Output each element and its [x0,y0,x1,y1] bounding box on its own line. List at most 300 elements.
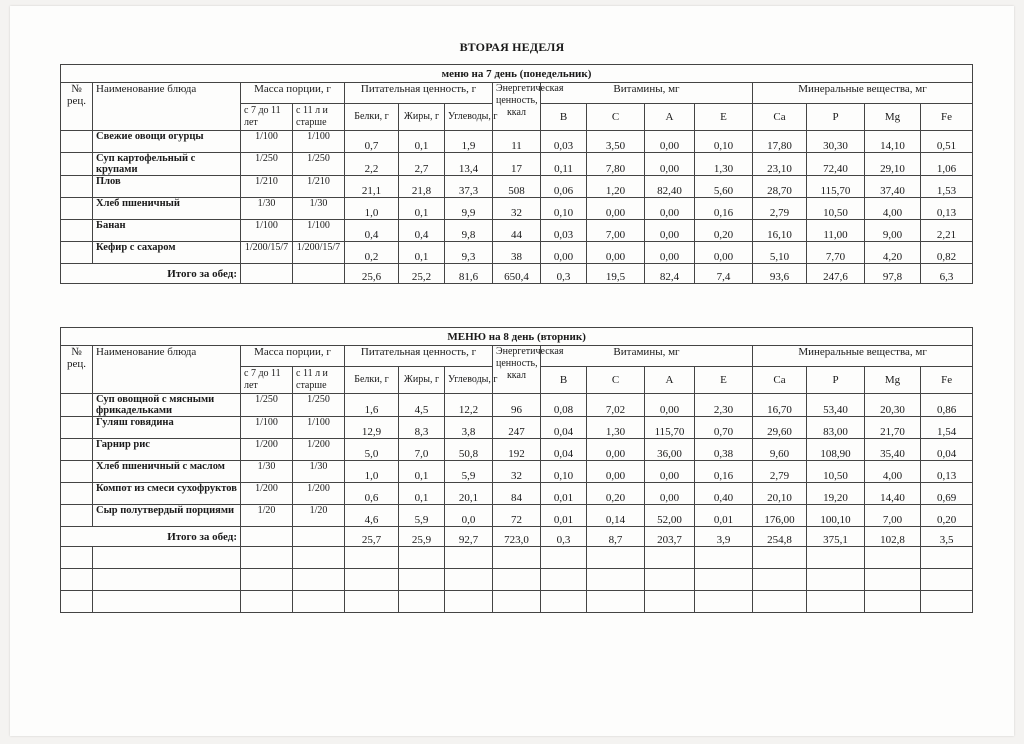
total-empty [241,264,293,284]
value-fat: 21,8 [399,176,445,198]
portion-age2: 1/200/15/7 [293,242,345,264]
table-row [61,461,973,483]
rec-no-cell [61,131,93,153]
empty-cell [865,569,921,591]
empty-cell [399,591,445,613]
header-p: P [807,104,865,131]
value-energy: 96 [493,394,541,417]
value-ca: 29,60 [753,417,807,439]
header-minerals: Минеральные вещества, мг [753,83,973,104]
value-fat: 0,1 [399,242,445,264]
value-carbs: 37,3 [445,176,493,198]
menu-caption: МЕНЮ на 8 день (вторник) [61,328,973,346]
value-energy: 72 [493,505,541,527]
value-carbs: 9,3 [445,242,493,264]
value-protein: 21,1 [345,176,399,198]
value-a: 115,70 [645,417,695,439]
portion-age2: 1/20 [293,505,345,527]
value-fat: 2,7 [399,153,445,176]
rec-no-cell [61,505,93,527]
portion-age2: 1/200 [293,483,345,505]
empty-cell [695,591,753,613]
value-a: 0,00 [645,242,695,264]
dish-name: Банан [93,220,241,242]
value-b: 0,10 [541,461,587,483]
header-vitamins: Витамины, мг [541,346,753,367]
header-energy: Энергетическая ценность, ккал [493,83,541,131]
total-energy: 650,4 [493,264,541,284]
empty-cell [695,547,753,569]
dish-name: Сыр полутвердый порциями [93,505,241,527]
value-mg: 20,30 [865,394,921,417]
table-row [61,198,973,220]
portion-age2: 1/30 [293,198,345,220]
total-carbs: 81,6 [445,264,493,284]
menu-caption: меню на 7 день (понедельник) [61,65,973,83]
total-energy: 723,0 [493,527,541,547]
value-mg: 37,40 [865,176,921,198]
portion-age2: 1/250 [293,394,345,417]
empty-cell [921,591,973,613]
empty-cell [61,547,93,569]
header-protein: Белки, г [345,104,399,131]
value-fat: 0,1 [399,198,445,220]
empty-cell [807,547,865,569]
total-fat: 25,2 [399,264,445,284]
empty-cell [587,569,645,591]
value-e: 2,30 [695,394,753,417]
value-fat: 7,0 [399,439,445,461]
value-a: 0,00 [645,483,695,505]
value-energy: 32 [493,198,541,220]
rec-no-cell [61,483,93,505]
header-mg: Mg [865,104,921,131]
empty-cell [293,569,345,591]
value-carbs: 0,0 [445,505,493,527]
empty-cell [541,569,587,591]
empty-cell [645,547,695,569]
portion-age1: 1/30 [241,461,293,483]
header-nutrition: Питательная ценность, г [345,346,493,367]
value-carbs: 1,9 [445,131,493,153]
value-b: 0,11 [541,153,587,176]
value-a: 52,00 [645,505,695,527]
empty-cell [399,569,445,591]
value-carbs: 5,9 [445,461,493,483]
value-ca: 176,00 [753,505,807,527]
empty-cell [753,591,807,613]
empty-cell [921,569,973,591]
empty-cell [807,591,865,613]
value-mg: 35,40 [865,439,921,461]
total-row [61,527,973,547]
dish-name: Гуляш говядина [93,417,241,439]
header-age1: с 7 до 11 лет [241,104,293,131]
value-carbs: 12,2 [445,394,493,417]
value-b: 0,03 [541,220,587,242]
total-empty [241,527,293,547]
portion-age1: 1/250 [241,394,293,417]
value-c: 1,30 [587,417,645,439]
table-row [61,439,973,461]
table-row [61,242,973,264]
header-portion-mass: Масса порции, г [241,83,345,104]
header-vit_a: A [645,104,695,131]
value-e: 0,20 [695,220,753,242]
menu-table-day-8 [60,327,973,613]
value-fat: 8,3 [399,417,445,439]
total-carbs: 92,7 [445,527,493,547]
portion-age1: 1/210 [241,176,293,198]
value-mg: 4,00 [865,198,921,220]
total-c: 8,7 [587,527,645,547]
empty-cell [241,591,293,613]
empty-cell [865,591,921,613]
total-p: 247,6 [807,264,865,284]
empty-cell [293,591,345,613]
rec-no-cell [61,417,93,439]
value-a: 82,40 [645,176,695,198]
rec-no-cell [61,242,93,264]
value-energy: 17 [493,153,541,176]
value-c: 0,00 [587,242,645,264]
value-mg: 7,00 [865,505,921,527]
value-ca: 16,10 [753,220,807,242]
rec-no-cell [61,153,93,176]
value-protein: 5,0 [345,439,399,461]
value-ca: 2,79 [753,461,807,483]
value-carbs: 9,8 [445,220,493,242]
header-protein: Белки, г [345,367,399,394]
value-energy: 44 [493,220,541,242]
value-p: 10,50 [807,461,865,483]
header-age2: с 11 л и старше [293,367,345,394]
portion-age1: 1/200 [241,483,293,505]
empty-cell [493,569,541,591]
value-ca: 23,10 [753,153,807,176]
empty-cell [921,547,973,569]
header-vit_a: A [645,367,695,394]
menu-caption-row [61,65,973,83]
value-e: 0,00 [695,242,753,264]
value-p: 72,40 [807,153,865,176]
value-b: 0,01 [541,483,587,505]
value-mg: 21,70 [865,417,921,439]
portion-age2: 1/250 [293,153,345,176]
rec-no-cell [61,439,93,461]
rec-no-cell [61,461,93,483]
empty-cell [293,547,345,569]
header-ca: Ca [753,104,807,131]
header-dish-name: Наименование блюда [93,83,241,131]
portion-age1: 1/200 [241,439,293,461]
menu-caption-row [61,328,973,346]
dish-name: Суп овощной с мясными фрикадельками [93,394,241,417]
value-p: 108,90 [807,439,865,461]
header-dish-name: Наименование блюда [93,346,241,394]
rec-no-cell [61,198,93,220]
total-ca: 254,8 [753,527,807,547]
value-p: 7,70 [807,242,865,264]
header-vit_b: B [541,104,587,131]
value-p: 53,40 [807,394,865,417]
value-a: 0,00 [645,131,695,153]
value-p: 19,20 [807,483,865,505]
empty-cell [93,569,241,591]
value-e: 0,16 [695,198,753,220]
value-c: 7,00 [587,220,645,242]
total-a: 82,4 [645,264,695,284]
empty-cell [865,547,921,569]
empty-cell [345,569,399,591]
portion-age1: 1/20 [241,505,293,527]
total-label: Итого за обед: [61,527,241,547]
value-e: 0,16 [695,461,753,483]
portion-age1: 1/100 [241,220,293,242]
value-energy: 32 [493,461,541,483]
portion-age2: 1/100 [293,131,345,153]
portion-age1: 1/30 [241,198,293,220]
header-age2: с 11 л и старше [293,104,345,131]
value-ca: 16,70 [753,394,807,417]
rec-no-cell [61,220,93,242]
value-mg: 4,20 [865,242,921,264]
header-vit_c: C [587,104,645,131]
value-c: 7,02 [587,394,645,417]
header-vit_c: C [587,367,645,394]
empty-cell [753,569,807,591]
value-carbs: 20,1 [445,483,493,505]
value-mg: 9,00 [865,220,921,242]
empty-cell [541,547,587,569]
header-fe: Fe [921,104,973,131]
header-ca: Ca [753,367,807,394]
portion-age2: 1/200 [293,439,345,461]
total-fe: 6,3 [921,264,973,284]
empty-row [61,591,973,613]
header-row [61,83,973,104]
value-energy: 247 [493,417,541,439]
value-carbs: 13,4 [445,153,493,176]
value-e: 0,40 [695,483,753,505]
value-fat: 0,1 [399,461,445,483]
total-c: 19,5 [587,264,645,284]
total-empty [293,264,345,284]
value-b: 0,00 [541,242,587,264]
value-b: 0,04 [541,439,587,461]
value-protein: 0,2 [345,242,399,264]
total-row [61,264,973,284]
value-protein: 4,6 [345,505,399,527]
header-carbs: Углеводы, г [445,104,493,131]
empty-cell [445,547,493,569]
page-title: ВТОРАЯ НЕДЕЛЯ [459,40,565,54]
value-c: 0,00 [587,198,645,220]
empty-cell [61,569,93,591]
empty-cell [345,547,399,569]
value-energy: 508 [493,176,541,198]
empty-cell [241,569,293,591]
value-ca: 20,10 [753,483,807,505]
value-fe: 1,06 [921,153,973,176]
value-fe: 2,21 [921,220,973,242]
value-fe: 0,20 [921,505,973,527]
value-e: 5,60 [695,176,753,198]
header-vit_e: E [695,104,753,131]
value-mg: 4,00 [865,461,921,483]
total-b: 0,3 [541,264,587,284]
header-mg: Mg [865,367,921,394]
table-row [61,153,973,176]
header-rec-no: № рец. [61,83,93,131]
empty-cell [587,591,645,613]
empty-cell [61,591,93,613]
value-ca: 17,80 [753,131,807,153]
total-mg: 97,8 [865,264,921,284]
value-a: 0,00 [645,394,695,417]
rec-no-cell [61,176,93,198]
value-protein: 0,6 [345,483,399,505]
portion-age2: 1/100 [293,220,345,242]
value-b: 0,06 [541,176,587,198]
header-nutrition: Питательная ценность, г [345,83,493,104]
value-c: 0,00 [587,439,645,461]
header-p: P [807,367,865,394]
value-b: 0,10 [541,198,587,220]
total-e: 3,9 [695,527,753,547]
value-carbs: 9,9 [445,198,493,220]
total-a: 203,7 [645,527,695,547]
empty-cell [645,569,695,591]
value-b: 0,01 [541,505,587,527]
header-carbs: Углеводы, г [445,367,493,394]
value-p: 30,30 [807,131,865,153]
value-fat: 0,1 [399,131,445,153]
total-b: 0,3 [541,527,587,547]
value-mg: 14,10 [865,131,921,153]
value-c: 0,20 [587,483,645,505]
portion-age1: 1/100 [241,417,293,439]
value-protein: 1,6 [345,394,399,417]
dish-name: Суп картофельный с крупами [93,153,241,176]
dish-name: Гарнир рис [93,439,241,461]
value-e: 0,38 [695,439,753,461]
value-fe: 1,53 [921,176,973,198]
empty-cell [93,591,241,613]
total-mg: 102,8 [865,527,921,547]
value-ca: 28,70 [753,176,807,198]
value-a: 0,00 [645,198,695,220]
header-vit_b: B [541,367,587,394]
portion-age1: 1/250 [241,153,293,176]
dish-name: Хлеб пшеничный с маслом [93,461,241,483]
value-c: 1,20 [587,176,645,198]
portion-age2: 1/100 [293,417,345,439]
total-fe: 3,5 [921,527,973,547]
header-row [61,346,973,367]
value-ca: 5,10 [753,242,807,264]
value-c: 0,14 [587,505,645,527]
total-protein: 25,7 [345,527,399,547]
value-carbs: 3,8 [445,417,493,439]
empty-cell [807,569,865,591]
value-a: 0,00 [645,153,695,176]
total-p: 375,1 [807,527,865,547]
portion-age2: 1/210 [293,176,345,198]
value-c: 7,80 [587,153,645,176]
value-a: 36,00 [645,439,695,461]
portion-age1: 1/200/15/7 [241,242,293,264]
dish-name: Кефир с сахаром [93,242,241,264]
header-fat: Жиры, г [399,367,445,394]
value-ca: 9,60 [753,439,807,461]
value-a: 0,00 [645,220,695,242]
value-ca: 2,79 [753,198,807,220]
value-fe: 0,86 [921,394,973,417]
table-row [61,394,973,417]
header-rec-no: № рец. [61,346,93,394]
empty-cell [93,547,241,569]
value-p: 11,00 [807,220,865,242]
header-energy: Энергетическая ценность, ккал [493,346,541,394]
header-fat: Жиры, г [399,104,445,131]
total-empty [293,527,345,547]
empty-cell [645,591,695,613]
total-fat: 25,9 [399,527,445,547]
dish-name: Компот из смеси сухофруктов [93,483,241,505]
header-minerals: Минеральные вещества, мг [753,346,973,367]
value-protein: 2,2 [345,153,399,176]
value-energy: 11 [493,131,541,153]
value-b: 0,04 [541,417,587,439]
portion-age2: 1/30 [293,461,345,483]
value-fe: 0,13 [921,461,973,483]
value-fe: 0,82 [921,242,973,264]
value-p: 115,70 [807,176,865,198]
value-p: 83,00 [807,417,865,439]
empty-row [61,547,973,569]
empty-cell [695,569,753,591]
value-energy: 192 [493,439,541,461]
value-protein: 0,4 [345,220,399,242]
table-row [61,220,973,242]
empty-cell [445,591,493,613]
value-p: 100,10 [807,505,865,527]
dish-name: Плов [93,176,241,198]
dish-name: Хлеб пшеничный [93,198,241,220]
value-a: 0,00 [645,461,695,483]
empty-cell [241,547,293,569]
total-e: 7,4 [695,264,753,284]
value-protein: 1,0 [345,198,399,220]
value-mg: 29,10 [865,153,921,176]
value-p: 10,50 [807,198,865,220]
table-row [61,131,973,153]
empty-row [61,569,973,591]
empty-cell [445,569,493,591]
value-energy: 38 [493,242,541,264]
empty-cell [541,591,587,613]
table-row [61,505,973,527]
value-carbs: 50,8 [445,439,493,461]
table-row [61,176,973,198]
table-row [61,483,973,505]
rec-no-cell [61,394,93,417]
value-fe: 0,51 [921,131,973,153]
value-e: 1,30 [695,153,753,176]
value-fat: 0,1 [399,483,445,505]
total-ca: 93,6 [753,264,807,284]
